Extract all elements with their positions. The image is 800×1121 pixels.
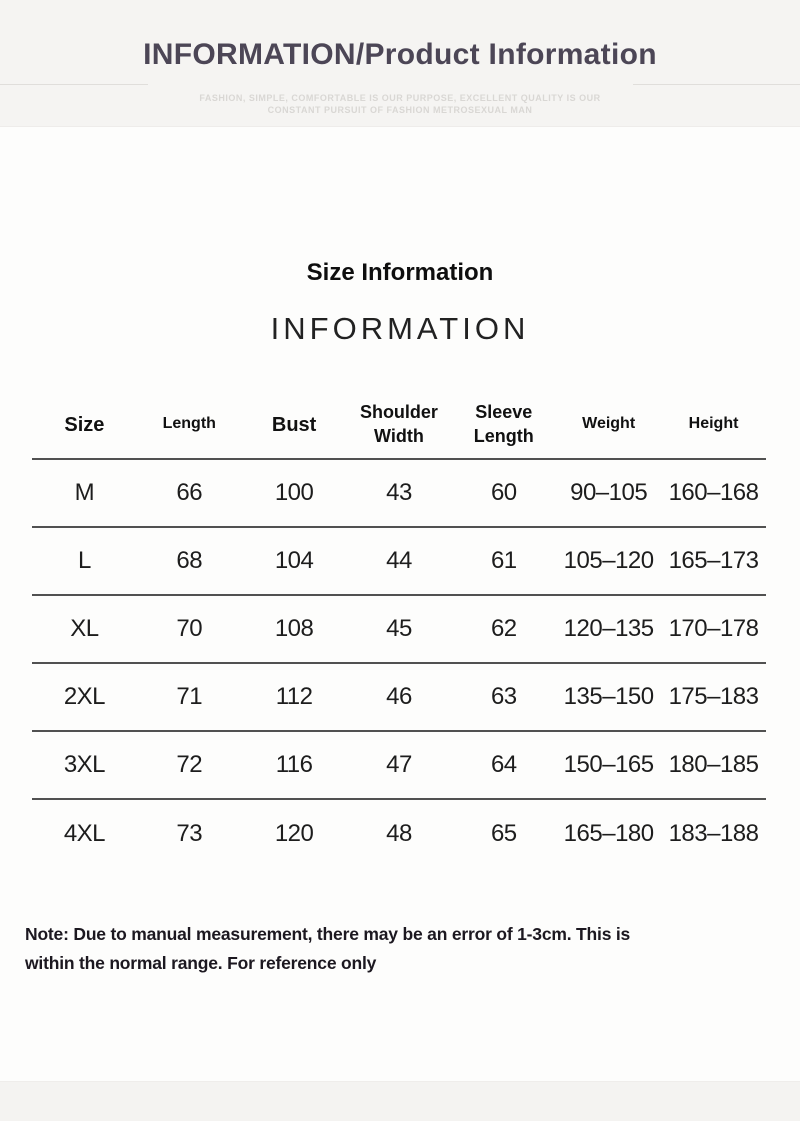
column-header: Length [162, 415, 216, 433]
value-cell: 183–188 [668, 819, 759, 847]
value-cell: 73 [176, 819, 203, 847]
value-cell: 150–165 [563, 751, 654, 778]
size-table-head [32, 391, 766, 459]
value-cell: 43 [386, 479, 412, 506]
value-cell: 170–178 [668, 615, 759, 642]
next-section-band [0, 1081, 800, 1121]
value-cell: 72 [176, 751, 203, 778]
table-row [32, 459, 766, 527]
measurement-note [25, 920, 685, 977]
brand-tagline-line2: CONSTANT PURSUIT OF FASHION METROSEXUAL MAN [267, 104, 533, 115]
value-cell: 46 [386, 683, 412, 710]
measurement-note-line2: within the normal range. For reference only [25, 952, 377, 973]
column-header: Shoulder Width [359, 402, 438, 446]
size-cell: 3XL [63, 751, 106, 778]
value-cell: 45 [386, 615, 412, 642]
column-header: Bust [271, 413, 317, 436]
value-cell: 112 [275, 683, 313, 710]
value-cell: 62 [490, 615, 517, 642]
size-information-heading: Size Information [306, 259, 494, 286]
value-cell: 68 [176, 547, 203, 574]
brand-tagline [0, 93, 800, 116]
value-cell: 90–105 [570, 479, 648, 506]
size-cell: M [74, 479, 95, 506]
value-cell: 105–120 [563, 547, 654, 574]
value-cell: 160–168 [668, 479, 759, 506]
value-cell: 71 [176, 683, 203, 710]
column-header: Size [64, 413, 105, 436]
value-cell: 165–180 [563, 819, 654, 847]
size-cell: 4XL [63, 819, 106, 847]
size-cell: 2XL [63, 683, 106, 710]
value-cell: 66 [176, 479, 203, 506]
information-subheading: INFORMATION [270, 311, 530, 346]
size-table [32, 391, 766, 867]
table-row [32, 595, 766, 663]
value-cell: 120–135 [563, 615, 654, 642]
column-header: Height [688, 415, 739, 433]
value-cell: 60 [490, 479, 517, 506]
value-cell: 116 [275, 751, 313, 778]
table-row [32, 527, 766, 595]
value-cell: 70 [176, 615, 203, 642]
table-row [32, 799, 766, 867]
size-cell: XL [70, 615, 99, 642]
brand-tagline-line1: FASHION, SIMPLE, COMFORTABLE IS OUR PURPOSE, EXCELLENT QUALITY IS OUR [199, 93, 601, 103]
size-table-header-row [32, 391, 766, 459]
value-cell: 64 [490, 751, 517, 778]
value-cell: 180–185 [668, 751, 759, 778]
size-cell: L [77, 547, 91, 574]
measurement-note-line1: Note: Due to manual measurement, there may be an error of 1-3cm. This is [25, 924, 631, 944]
table-row [32, 663, 766, 731]
value-cell: 61 [490, 547, 517, 574]
value-cell: 104 [274, 547, 314, 574]
column-header: Weight [582, 415, 636, 433]
value-cell: 135–150 [563, 683, 654, 710]
column-header: Sleeve Length [473, 402, 534, 446]
value-cell: 48 [386, 819, 412, 847]
header-divider-right [633, 84, 800, 85]
value-cell: 100 [274, 479, 314, 506]
table-row [32, 731, 766, 799]
value-cell: 44 [386, 547, 412, 574]
value-cell: 47 [386, 751, 412, 778]
header-divider-left [0, 84, 148, 85]
value-cell: 65 [490, 819, 517, 847]
value-cell: 165–173 [668, 547, 759, 574]
page-title: INFORMATION/Product Information [143, 38, 657, 71]
page-header-banner [0, 0, 800, 127]
value-cell: 175–183 [668, 683, 759, 710]
value-cell: 63 [490, 683, 517, 710]
value-cell: 120 [274, 819, 314, 847]
size-table-body [32, 459, 766, 867]
value-cell: 108 [274, 615, 314, 642]
